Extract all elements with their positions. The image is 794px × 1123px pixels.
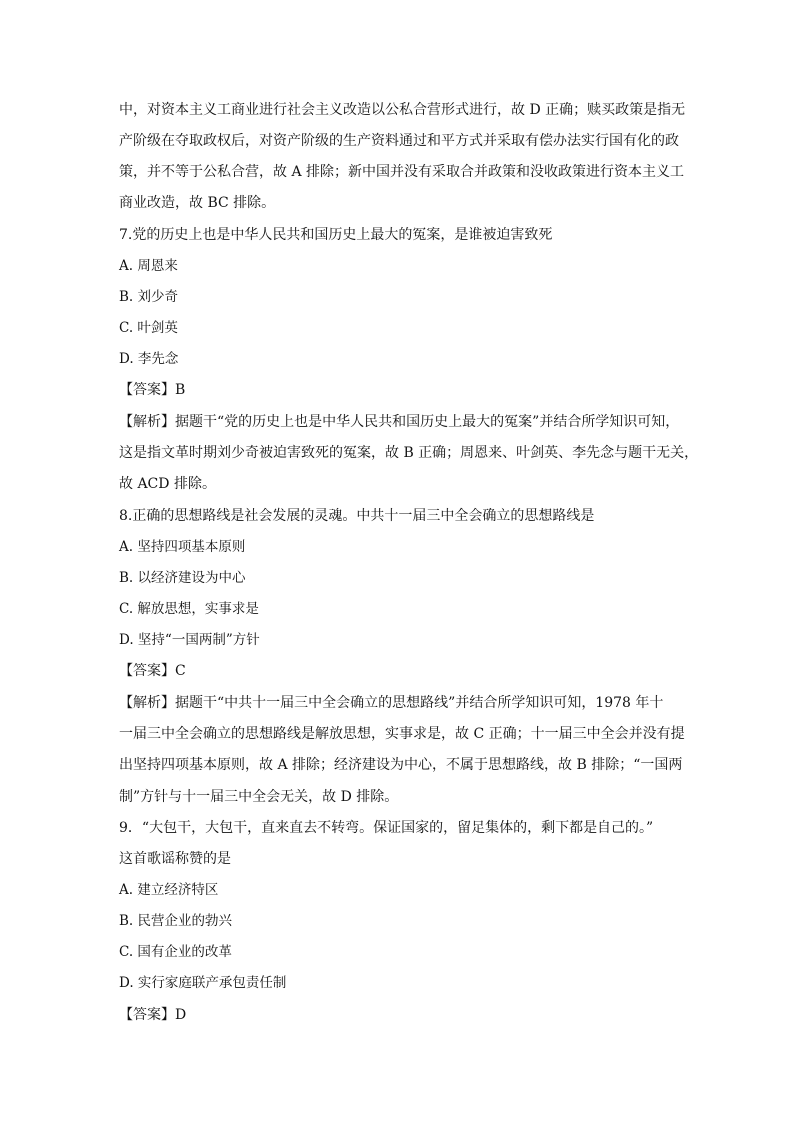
question-9-option-b: B. 民营企业的勃兴: [119, 913, 233, 929]
question-8-analysis-line: 【解析】据题干“中共十一届三中全会确立的思想路线”并结合所学知识可知，1978 年十: [119, 695, 664, 711]
question-7-answer: 【答案】B: [119, 382, 186, 398]
question-9-option-d: D. 实行家庭联产承包责任制: [119, 975, 287, 991]
question-8-analysis-line: 出坚持四项基本原则，故 A 排除；经济建设为中心，不属于思想路线，故 B 排除；“一国两: [119, 757, 683, 773]
paragraph-line: 商业改造，故 BC 排除。: [119, 195, 276, 211]
question-7-option-a: A. 周恩来: [119, 258, 178, 274]
question-8-option-b: B. 以经济建设为中心: [119, 570, 246, 586]
question-8-option-a: A. 坚持四项基本原则: [119, 539, 246, 555]
question-8-option-d: D. 坚持“一国两制”方针: [119, 632, 260, 648]
question-9-option-c: C. 国有企业的改革: [119, 944, 232, 960]
question-8-option-c: C. 解放思想，实事求是: [119, 601, 259, 617]
question-7-analysis-line: 故 ACD 排除。: [119, 476, 216, 492]
question-8-analysis-line: 一届三中全会确立的思想路线是解放思想，实事求是，故 C 正确；十一届三中全会并没有提: [119, 726, 685, 742]
question-8-answer: 【答案】C: [119, 663, 186, 679]
question-7-analysis-line: 【解析】据题干“党的历史上也是中华人民共和国历史上最大的冤案”并结合所学知识可知，: [119, 414, 680, 430]
paragraph-line: 产阶级在夺取政权后，对资产阶级的生产资料通过和平方式并采取有偿办法实行国有化的政: [119, 133, 679, 149]
question-7-stem: 7.党的历史上也是中华人民共和国历史上最大的冤案，是谁被迫害致死: [119, 227, 553, 243]
paragraph-line: 中，对资本主义工商业进行社会主义改造以公私合营形式进行，故 D 正确；赎买政策是指无: [119, 102, 686, 118]
paragraph-line: 策，并不等于公私合营，故 A 排除；新中国并没有采取合并政策和没收政策进行资本主义工: [119, 164, 685, 180]
question-7-option-c: C. 叶剑英: [119, 320, 178, 336]
question-7-option-b: B. 刘少奇: [119, 289, 179, 305]
question-9-option-a: A. 建立经济特区: [119, 882, 219, 898]
question-8-analysis-line: 制”方针与十一届三中全会无关，故 D 排除。: [119, 789, 399, 805]
question-7-option-d: D. 李先念: [119, 351, 179, 367]
question-9-stem: 9．“大包干，大包干，直来直去不转弯。保证国家的，留足集体的，剩下都是自己的。”: [119, 820, 654, 836]
question-9-answer: 【答案】D: [119, 1007, 187, 1023]
question-7-analysis-line: 这是指文革时期刘少奇被迫害致死的冤案，故 B 正确；周恩来、叶剑英、李先念与题干无关，: [119, 445, 699, 461]
question-9-stem: 这首歌谣称赞的是: [119, 851, 231, 867]
question-8-stem: 8.正确的思想路线是社会发展的灵魂。中共十一届三中全会确立的思想路线是: [119, 508, 595, 524]
